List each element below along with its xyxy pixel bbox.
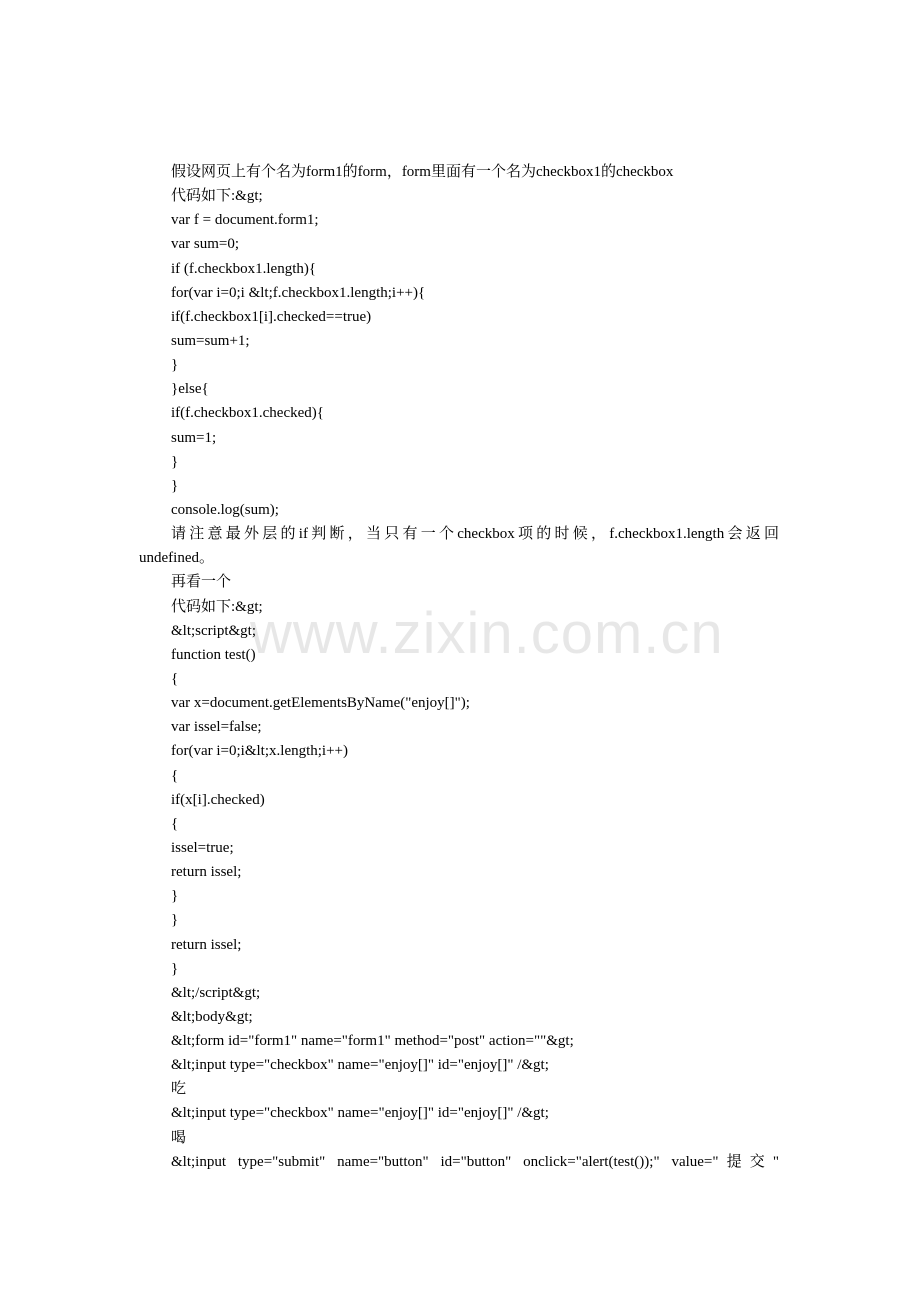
code-line: { — [171, 767, 179, 784]
code-line: var sum=0; — [171, 236, 240, 253]
code-line: sum=1; — [171, 429, 217, 446]
code-line: sum=sum+1; — [171, 332, 250, 349]
code-line: { — [171, 815, 179, 832]
code-line: issel=true; — [171, 839, 234, 856]
code-line: return issel; — [171, 864, 242, 881]
code-line: if(f.checkbox1.checked){ — [171, 405, 324, 422]
code-line: } — [171, 477, 179, 494]
code-line: } — [171, 912, 179, 929]
code-line: var f = document.form1; — [171, 212, 319, 229]
code-line: for(var i=0;i&lt;x.length;i++) — [171, 743, 349, 760]
code-line: function test() — [171, 646, 256, 663]
code-line: }else{ — [171, 381, 209, 398]
code-line: var x=document.getElementsByName("enjoy[]"); — [171, 695, 470, 712]
code-line: if (f.checkbox1.length){ — [171, 260, 317, 277]
code-line: &lt;form id="form1" name="form1" method="post" action=""&gt; — [171, 1033, 574, 1050]
text-line: 代码如下:&gt; — [171, 188, 263, 205]
text-line: 再看一个 — [171, 574, 232, 591]
code-line: if(f.checkbox1[i].checked==true) — [171, 308, 372, 325]
code-line: for(var i=0;i &lt;f.checkbox1.length;i++){ — [171, 284, 426, 301]
code-line: } — [171, 453, 179, 470]
text-line: 喝 — [171, 1129, 187, 1146]
code-line: &lt;input type="submit" name="button" id="button" onclick="alert(test());" value="提交" — [171, 1153, 779, 1170]
watermark: www.zixin.com.cn — [250, 601, 724, 666]
code-line: } — [171, 888, 179, 905]
text-line: 请注意最外层的if判断，当只有一个checkbox项的时候，f.checkbox1.length会返回 — [171, 526, 779, 543]
code-line: return issel; — [171, 936, 242, 953]
text-line: 吃 — [171, 1081, 187, 1098]
code-line: &lt;/script&gt; — [171, 984, 261, 1001]
code-line: &lt;body&gt; — [171, 1008, 253, 1025]
code-line: console.log(sum); — [171, 501, 279, 518]
code-line: &lt;input type="checkbox" name="enjoy[]" id="enjoy[]" /&gt; — [171, 1057, 549, 1074]
code-line: { — [171, 670, 179, 687]
document-body — [139, 160, 779, 1174]
code-line: } — [171, 960, 179, 977]
text-line: 假设网页上有个名为form1的form，form里面有一个名为checkbox1的checkbox — [171, 164, 674, 180]
text-line: undefined。 — [139, 550, 214, 567]
code-line: var issel=false; — [171, 719, 262, 736]
code-line: &lt;script&gt; — [171, 622, 256, 639]
code-line: &lt;input type="checkbox" name="enjoy[]" id="enjoy[]" /&gt; — [171, 1105, 549, 1122]
code-line: if(x[i].checked) — [171, 791, 265, 808]
text-line: 代码如下:&gt; — [171, 598, 263, 615]
code-line: } — [171, 357, 179, 374]
